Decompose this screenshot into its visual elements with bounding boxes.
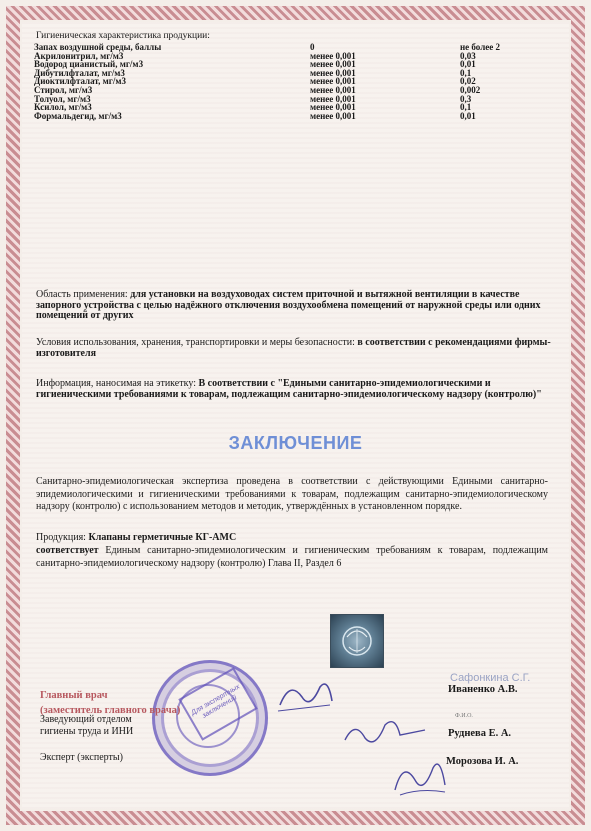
hygiene-norm: 0,1 [460,102,472,113]
application-section [36,290,556,322]
hygiene-name: Стирол, мг/м3 [34,84,93,95]
hygiene-name: Формальдегид, мг/м3 [34,110,122,121]
hygiene-name: Акрилонитрил, мг/м3 [34,50,124,61]
hologram-emblem [330,614,384,668]
hygiene-row [34,95,564,104]
hygiene-name: Ксилол, мг/м3 [34,102,92,113]
hygiene-value: менее 0,001 [310,93,356,104]
fio-label: Ф.И.О. [455,713,473,719]
signature-1 [270,675,340,720]
application-text: для установки на воздуховодах систем приточной и вытяжной вентиляции в качестве запорного устройства с целью надёжного отключения воздухообмена помещений от наружной среды или одних помещений от других [36,289,541,321]
product-label: Продукция: [36,532,86,543]
product-section [36,532,548,545]
hygiene-value: менее 0,001 [310,84,356,95]
hygiene-value: менее 0,001 [310,110,356,121]
conditions-text: в соответствии с рекомендациями фирмы-изготовителя [36,337,551,359]
hygiene-norm: 0,01 [460,110,476,121]
label-info-label: Информация, наносимая на этикетку: [36,378,196,389]
experts-label: Эксперт (эксперты) [40,752,123,763]
signer-name-3: Морозова И. А. [446,756,519,767]
hygiene-name: Запах воздушной среды, баллы [34,42,162,52]
signature-2 [340,710,430,750]
label-info-section [36,379,556,400]
application-label: Область применения: [36,289,128,300]
product-name: Клапаны герметичные КГ-АМС [88,532,237,543]
hygiene-header: Гигиеническая характеристика продукции: [36,31,210,41]
hygiene-row [34,86,564,95]
hygiene-norm: 0,1 [460,67,472,78]
fio-stamp: Сафонкина С.Г. [450,672,531,684]
complies-text: Единым санитарно-эпидемиологическим и гигиеническим требованиям к товарам, подлежащим санитарно-эпидемиологическому надзору (контролю) Глава II, Раздел 6 [36,545,549,569]
hygiene-norm: не более 2 [460,42,500,52]
hygiene-value: менее 0,001 [310,76,356,87]
label-info-text: В соответствии с "Едиными санитарно-эпидемиологическими и гигиеническими требованиями к товарам, подлежащим санитарно-эпидемиологическому надзору (контролю)" [36,378,542,400]
chief-doctor-label: Главный врач [40,690,108,701]
hygiene-norm: 0,01 [460,59,476,70]
hygiene-value: менее 0,001 [310,50,356,61]
hygiene-norm: 0,3 [460,93,472,104]
hygiene-name: Дибутилфталат, мг/м3 [34,67,125,78]
department-head-label-2: гигиены труда и ИНИ [40,726,134,737]
hygiene-name: Диоктилфталат, мг/м3 [34,76,126,87]
hygiene-table [34,43,564,120]
hygiene-value: менее 0,001 [310,102,356,113]
hygiene-row [34,112,564,121]
conclusion-text: Санитарно-эпидемиологическая экспертиза проведена в соответствии с действующими Едиными санитарно-эпидемиологическими и гигиеническими требованиями к товарам, подлежащим санитарно-эпидемиологическому надзору (контролю) с использованием методов и методик, утверждённых в установленном порядке. [36,476,548,512]
complies-section [36,545,548,570]
signer-name-1: Иваненко А.В. [448,684,518,695]
hygiene-name: Водород цианистый, мг/м3 [34,59,144,70]
conditions-section [36,338,556,359]
hygiene-norm: 0,02 [460,76,476,87]
signer-name-2: Руднева Е. А. [448,728,512,739]
complies-label: соответствует [36,545,99,556]
deputy-label: (заместитель главного врача) [40,705,181,716]
signature-3 [385,750,455,800]
hygiene-value: менее 0,001 [310,59,356,70]
experts-stamp-text: Для экспертных заключений [190,683,242,720]
conclusion-title: ЗАКЛЮЧЕНИЕ [228,433,363,453]
conditions-label: Условия использования, хранения, транспортировки и меры безопасности: [36,337,355,348]
hygiene-norm: 0,03 [460,50,476,61]
hygiene-norm: 0,002 [460,84,481,95]
hygiene-row [34,77,564,86]
hygiene-value: менее 0,001 [310,67,356,78]
hygiene-value: 0 [310,42,315,52]
department-head-label-1: Заведующий отделом [40,714,132,725]
hygiene-name: Толуол, мг/м3 [34,93,91,104]
